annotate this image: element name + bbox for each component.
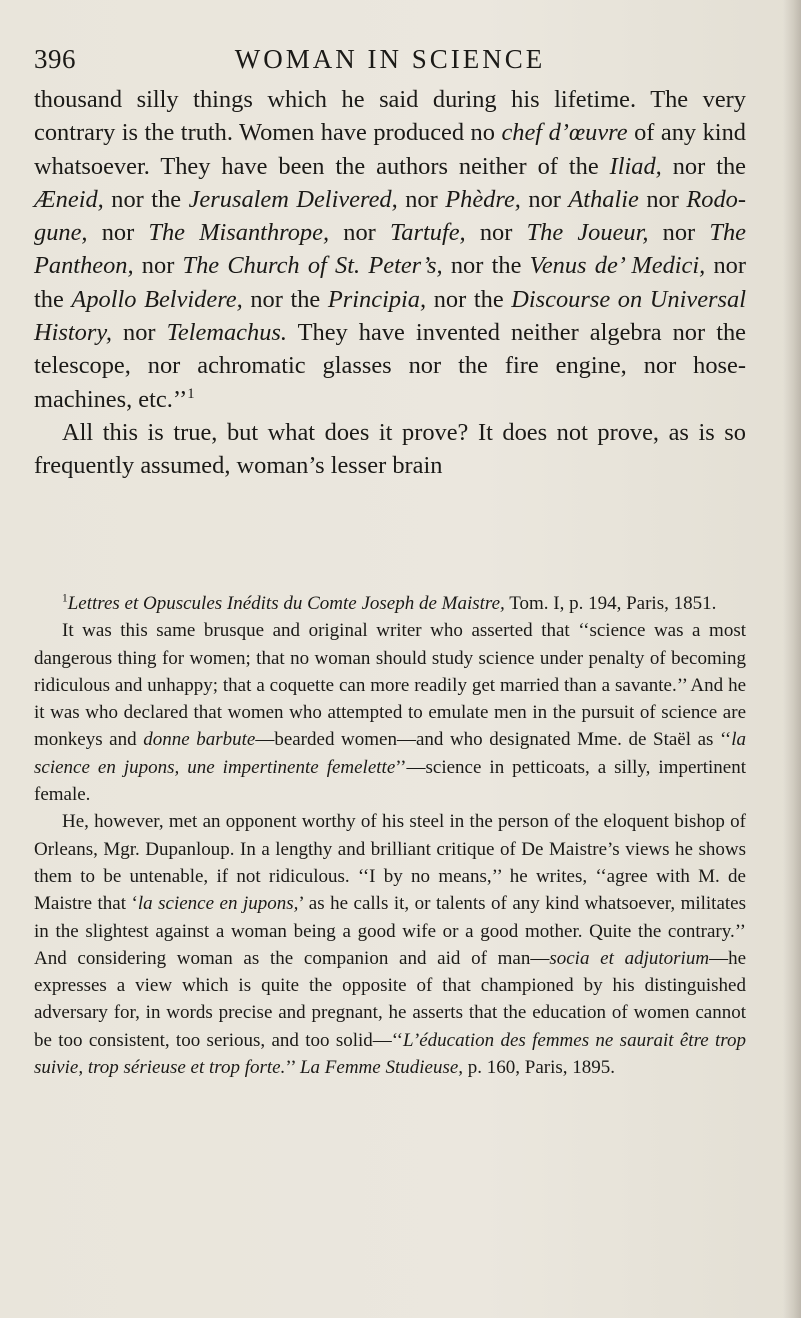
page-header xyxy=(34,44,746,78)
footnote-mark: 1 xyxy=(62,592,68,605)
paragraph-1: thousand silly things which he said during his lifetime. The very contrary is the truth. Women have produced no chef d’œuvre of any kind whatsoever. They have been the authors neither of the Iliad, nor the Æneid, nor the Jerusalem Delivered, nor Phèdre, nor Athalie nor Rodogune, nor The Misanthrope, nor Tartufe, nor The Joueur, nor The Pantheon, nor The Church of St. Peter’s, nor the Venus de’ Medici, nor the Apollo Belvidere, nor the Principia, nor the Discourse on Universal History, nor Telemachus. They have invented neither algebra nor the telescope, nor achromatic glasses nor the fire engine, nor hose-machines, etc.’’$^1$ xyxy=(34,86,747,413)
footnote-1: $^1$Lettres et Opuscules Inédits du Comte Joseph de Maistre, Tom. I, p. 194, Paris, 1851. xyxy=(62,592,717,614)
footnote-paragraph-3: He, however, met an opponent worthy of his steel in the person of the eloquent bishop of Orleans, Mgr. Dupanloup. In a lengthy and brilliant critique of De Maistre’s views he shows them to be untenable, if not ridiculous. ‘‘I by no means,’’ he writes, ‘‘agree with M. de Maistre that ‘la science en jupons,’ as he calls it, or talents of any kind whatsoever, militates in the slightest against a woman being a good wife or a good mother. Quite the contrary.’’ And considering woman as the companion and aid of man—socia et adjutorium—he expresses a view which is quite the opposite of that championed by his distinguished adversary for, in words precise and pregnant, he asserts that the education of women cannot be too consistent, too serious, and too solid—‘‘L’éducation des femmes ne saurait être trop suivie, trop sérieuse et trop forte.’’ La Femme Studieuse, p. 160, Paris, 1895. xyxy=(34,811,746,1079)
page-number: 396 xyxy=(34,44,76,74)
footnotes xyxy=(34,590,746,1081)
page-edge-shadow xyxy=(783,0,801,1318)
paragraph-2: All this is true, but what does it prove? It does not prove, as is so frequently assumed, woman’s lesser brain xyxy=(34,418,746,480)
running-head: WOMAN IN SCIENCE xyxy=(234,44,546,74)
main-text xyxy=(34,83,746,483)
footnote-reference: 1 xyxy=(187,385,195,402)
footnote-paragraph-2: It was this same brusque and original writer who asserted that ‘‘science was a most dangerous thing for women; that no woman should study science under penalty of becoming ridiculous and unhappy; that a coquette can more readily get married than a savante.’’ And he it was who declared that women who attempted to emulate men in the pursuit of science are monkeys and donne barbute—bearded women—and who designated Mme. de Staël as ‘‘la science en jupons, une impertinente femelette’’—science in petticoats, a silly, impertinent female. xyxy=(34,620,746,806)
